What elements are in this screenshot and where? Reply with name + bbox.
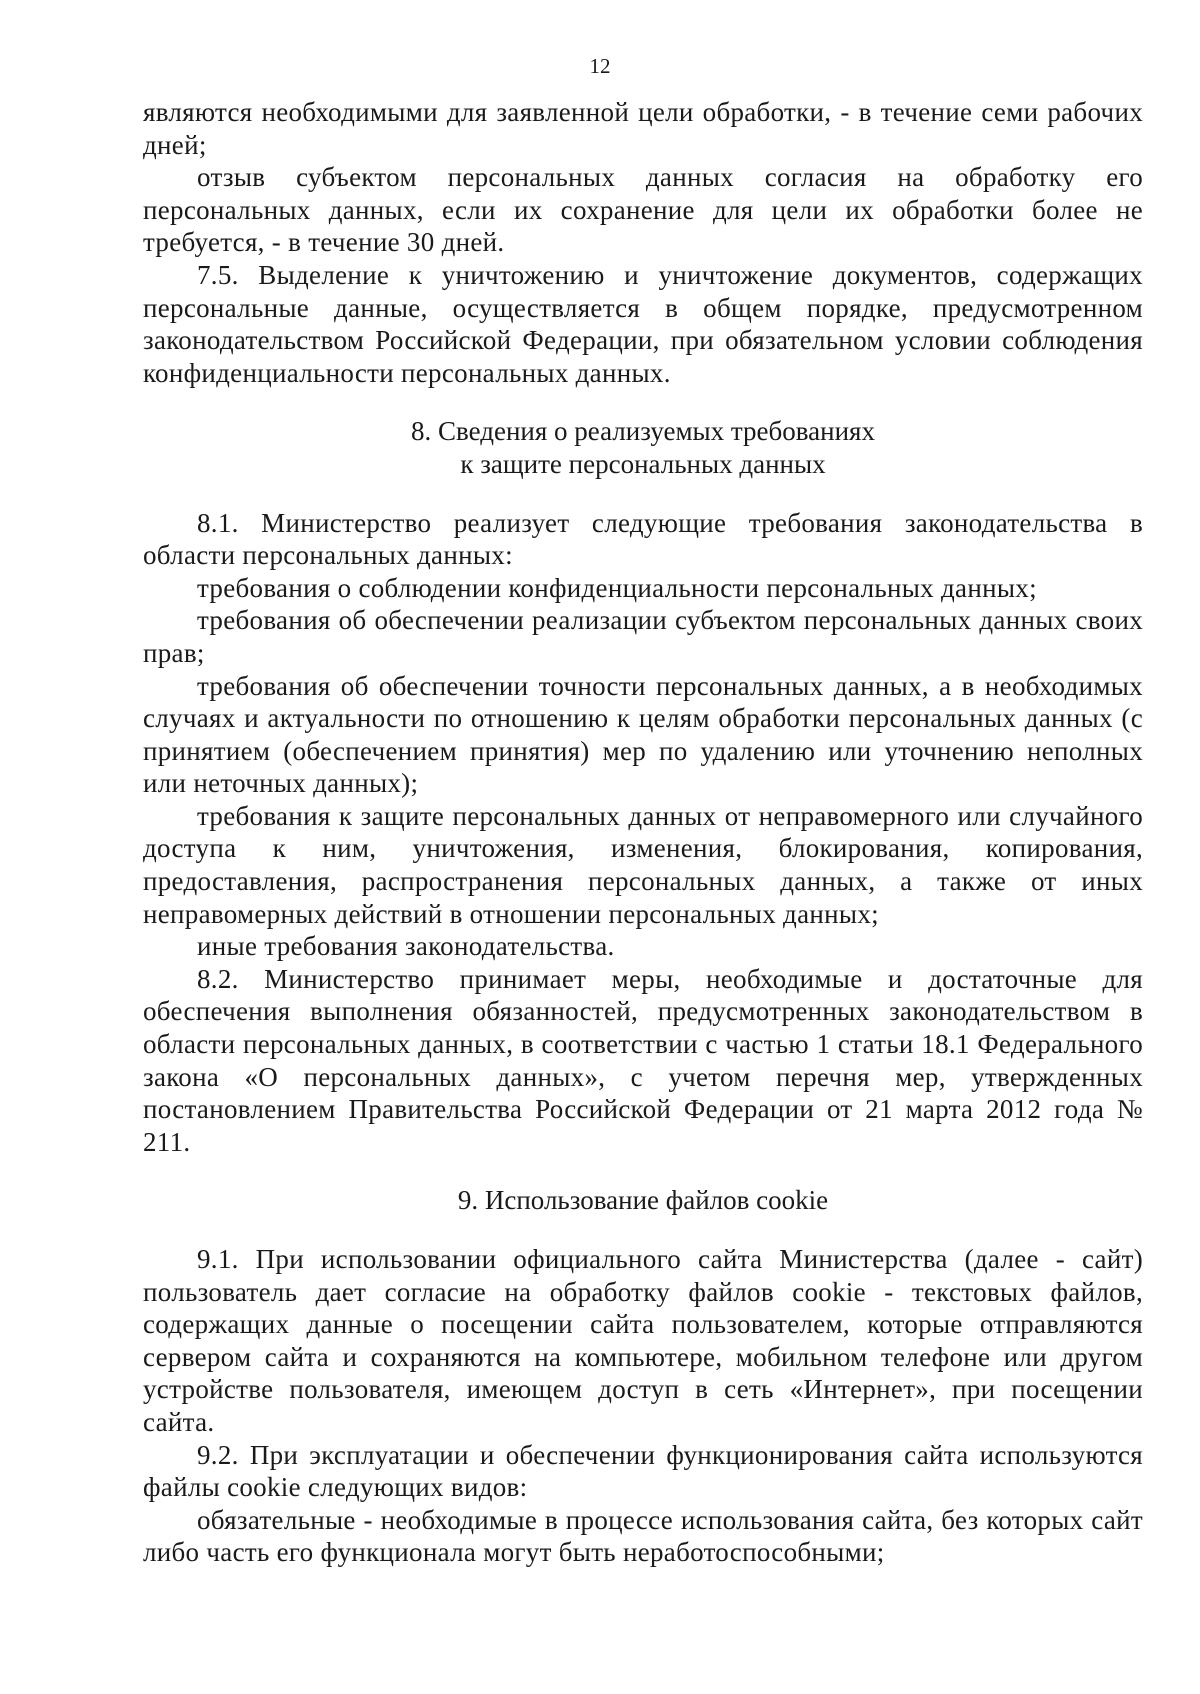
paragraph: являются необходимыми для заявленной цели обработки, - в течение семи рабочих дней; bbox=[143, 97, 1143, 160]
section-heading-9: 9. Использование файлов cookie bbox=[457, 1185, 829, 1216]
paragraph: требования к защите персональных данных от неправомерного или случайного доступа к ним, уничтожения, изменения, блокирования, копирования, предоставления, распространения персональных данных, а также от иных неправомерных действий в отношении персональных данных; bbox=[143, 800, 1143, 929]
paragraph: требования о соблюдении конфиденциальности персональных данных; bbox=[197, 572, 1037, 603]
section-heading-line: 8. Сведения о реализуемых требованиях bbox=[411, 416, 875, 447]
page-number: 12 bbox=[589, 54, 611, 78]
paragraph: 8.1. Министерство реализует следующие требования законодательства в области персональных данных: bbox=[143, 507, 1143, 571]
paragraph: требования об обеспечении реализации субъектом персональных данных своих прав; bbox=[143, 605, 1143, 668]
paragraph: 8.2. Министерство принимает меры, необходимые и достаточные для обеспечения выполнения обязанностей, предусмотренных законодательством в области персональных данных, в соответствии с частью 1 статьи 18.1 Федерального закона «О персональных данных», с учетом перечня мер, утвержденных постановлением Правительства Российской Федерации от 21 марта 2012 года № 211. bbox=[143, 963, 1143, 1157]
paragraph: обязательные - необходимые в процессе использования сайта, без которых сайт либо часть его функционала могут быть неработоспособными; bbox=[143, 1504, 1143, 1568]
paragraph: иные требования законодательства. bbox=[197, 931, 615, 962]
paragraph: 9.1. При использовании официального сайта Министерства (далее - сайт) пользователь дает согласие на обработку файлов cookie - текстовых файлов, содержащих данные о посещении сайта пользователем, которые отправляются сервером сайта и сохраняются на компьютере, мобильном телефоне или другом устройстве пользователя, имеющем доступ в сеть «Интернет», при посещении сайта. bbox=[143, 1244, 1143, 1437]
section-heading-8 bbox=[143, 415, 1143, 480]
paragraph: 9.2. При эксплуатации и обеспечении функционирования сайта используются файлы cookie следующих видов: bbox=[143, 1439, 1143, 1503]
paragraph: требования об обеспечении точности персональных данных, а в необходимых случаях и актуальности по отношению к целям обработки персональных данных (с принятием (обеспечением принятия) мер по удалению или уточнению неполных или неточных данных); bbox=[143, 670, 1143, 799]
document-body bbox=[143, 96, 1143, 1569]
section-heading-line: к защите персональных данных bbox=[460, 448, 826, 479]
paragraph: 7.5. Выделение к уничтожению и уничтожение документов, содержащих персональные данные, осуществляется в общем порядке, предусмотренном законодательством Российской Федерации, при обязательном условии соблюдения конфиденциальности персональных данных. bbox=[143, 259, 1143, 388]
paragraph: отзыв субъектом персональных данных согласия на обработку его персональных данных, если их сохранение для цели их обработки более не требуется, - в течение 30 дней. bbox=[143, 162, 1143, 258]
